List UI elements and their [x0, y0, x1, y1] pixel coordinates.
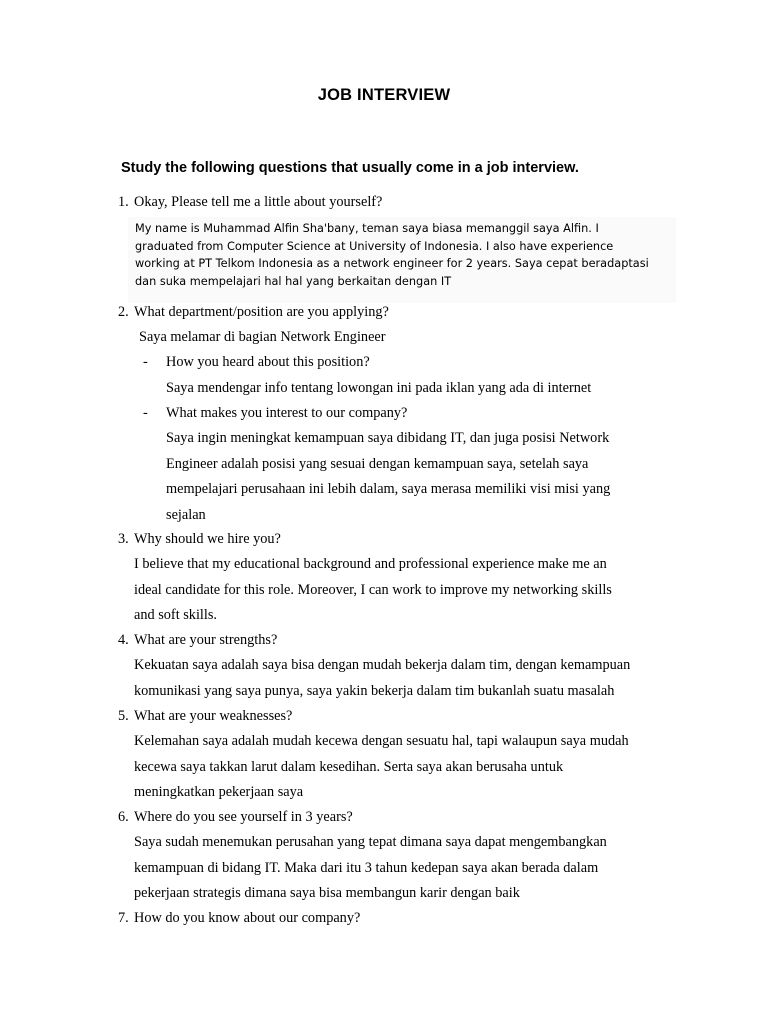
- answer-line: Saya melamar di bagian Network Engineer: [139, 329, 386, 345]
- sub-question-text: How you heard about this position?: [166, 354, 370, 370]
- question-text: Why should we hire you?: [134, 531, 281, 547]
- answer-line: Kelemahan saya adalah mudah kecewa dengan sesuatu hal, tapi walaupun saya mudah: [134, 733, 629, 749]
- answer-line: Saya ingin meningkat kemampuan saya dibidang IT, dan juga posisi Network: [166, 430, 610, 446]
- answer-line: meningkatkan pekerjaan saya: [134, 784, 304, 800]
- answer-line: My name is Muhammad Alfin Sha'bany, teman saya biasa memanggil saya Alfin. I: [135, 222, 599, 235]
- answer-text-box: [128, 217, 676, 303]
- page-title: JOB INTERVIEW: [317, 86, 451, 104]
- question-text: What department/position are you applying?: [134, 304, 389, 320]
- bullet-dash: -: [143, 405, 148, 421]
- bullet-dash: -: [143, 354, 148, 370]
- answer-line: working at PT Telkom Indonesia as a network engineer for 2 years. Saya cepat beradaptasi: [135, 257, 649, 270]
- question-text: Where do you see yourself in 3 years?: [134, 809, 353, 825]
- answer-line: sejalan: [166, 507, 206, 523]
- sub-question-text: What makes you interest to our company?: [166, 405, 408, 421]
- answer-line: Kekuatan saya adalah saya bisa dengan mudah bekerja dalam tim, dengan kemampuan: [134, 657, 631, 673]
- question-text: Okay, Please tell me a little about yourself?: [134, 194, 383, 210]
- answer-line: dan suka mempelajari hal hal yang berkaitan dengan IT: [135, 274, 452, 288]
- question-number: 5.: [118, 708, 129, 724]
- answer-line: kecewa saya takkan larut dalam kesedihan. Serta saya akan berusaha untuk: [134, 759, 564, 775]
- answer-line: ideal candidate for this role. Moreover, I can work to improve my networking skills: [134, 582, 612, 598]
- question-number: 1.: [118, 194, 129, 210]
- question-number: 4.: [118, 632, 129, 648]
- answer-line: mempelajari perusahaan ini lebih dalam, saya merasa memiliki visi misi yang: [166, 481, 611, 497]
- question-number: 6.: [118, 809, 129, 825]
- answer-line: Engineer adalah posisi yang sesuai dengan kemampuan saya, setelah saya: [166, 456, 589, 472]
- answer-line: Saya mendengar info tentang lowongan ini pada iklan yang ada di internet: [166, 380, 592, 396]
- answer-line: kemampuan di bidang IT. Maka dari itu 3 tahun kedepan saya akan berada dalam: [134, 860, 599, 876]
- answer-line: pekerjaan strategis dimana saya bisa membangun karir dengan baik: [134, 885, 520, 901]
- question-text: What are your strengths?: [134, 632, 278, 648]
- question-number: 2.: [118, 304, 129, 320]
- question-text: How do you know about our company?: [134, 910, 361, 926]
- answer-line: Saya sudah menemukan perusahan yang tepat dimana saya dapat mengembangkan: [134, 834, 607, 850]
- document-subtitle: Study the following questions that usually come in a job interview.: [121, 160, 579, 176]
- question-number: 3.: [118, 531, 129, 547]
- question-number: 7.: [118, 910, 129, 926]
- answer-line: I believe that my educational background and professional experience make me an: [134, 556, 607, 572]
- answer-line: graduated from Computer Science at University of Indonesia. I also have experience: [135, 239, 614, 253]
- answer-line: and soft skills.: [134, 607, 218, 623]
- question-text: What are your weaknesses?: [134, 708, 293, 724]
- answer-line: komunikasi yang saya punya, saya yakin bekerja dalam tim bukanlah suatu masalah: [134, 683, 615, 699]
